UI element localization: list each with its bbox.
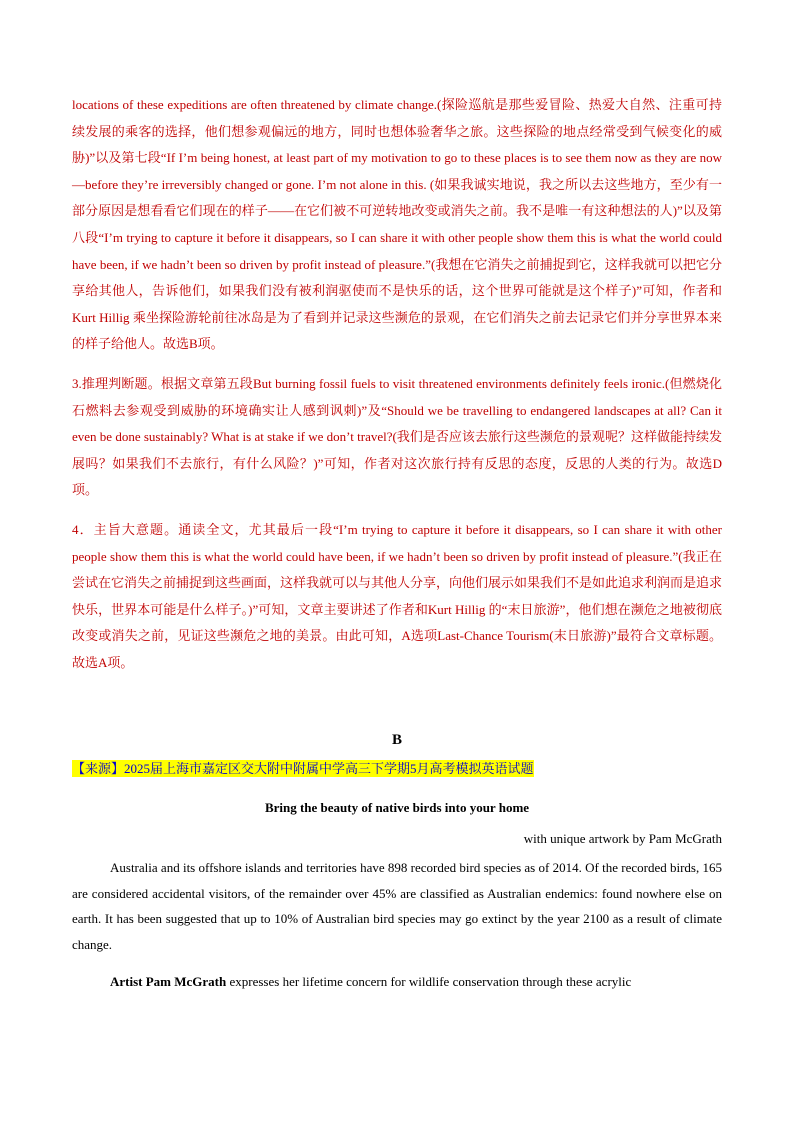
article-byline: with unique artwork by Pam McGrath: [523, 831, 722, 847]
answer-paragraph-2-continued: locations of these expeditions are often threatened by climate change.(探险巡航是那些爱冒险、热爱大自然、注重可持续发展的乘客的选择，他们想参观偏远的地方，同时也想体验奢华之旅。这些探险的地点经常受到气候变化的威胁)”以及第七段“If I’m being honest, at least part of my motivation to go to these places is to see them now as they are now —before they’re irreversibly changed or gone. I’m not alone in this. (如果我诚实地说，我之所以去这些地方，至少有一部分原因是想看看它们现在的样子——在它们被不可逆转地改变或消失之前。我不是唯一有这种想法的人)”以及第八段“I’m trying to capture it before it disappears, so I can share it with other people show them this is what the world could have been, if we hadn’t been so driven by profit instead of pleasure.”(我想在它消失之前捕捉到它，这样我就可以把它分享给其他人，告诉他们，如果我们没有被利润驱使而不是快乐的话，这个世界可能就是这个样子)”可知，作者和Kurt Hillig 乘坐探险游轮前往冰岛是为了看到并记录这些濒危的景观，在它们消失之前去记录它们并分享世界本来的样子给他人。故选B项。: [72, 97, 722, 352]
source-highlight: 【来源】2025届上海市嘉定区交大附中附属中学高三下学期5月高考模拟英语试题: [72, 761, 534, 777]
artist-name: Artist Pam McGrath: [110, 974, 227, 990]
section-letter: B: [391, 732, 402, 749]
answer-paragraph-3: 3.推理判断题。根据文章第五段But burning fossil fuels to visit threatened environments definitely feels ironic.(但燃烧化石燃料去参观受到威胁的环境确实让人感到讽刺)”及“Should we be travelling to endangered landscapes at all? Can it even be done sustainably? What is at stake if we don’t travel?(我们是否应该去旅行这些濒危的景观呢？这样做能持续发展吗？如果我们不去旅行，有什么风险？)”可知，作者对这次旅行持有反思的态度，反思的人类的行为。故选D项。: [72, 375, 722, 498]
body-paragraph-2: [72, 969, 722, 995]
body-paragraph-1: Australia and its offshore islands and territories have 898 recorded bird species as of 2014. Of the recorded birds, 165 are considered accidental visitors, of the remainder over 45% are classified as Australian endemics: found nowhere else on earth. It has been suggested that up to 10% of Australian bird species may go extinct by the year 2100 as a result of climate change.: [72, 860, 722, 952]
answer-paragraph-4: 4．主旨大意题。通读全文，尤其最后一段“I’m trying to capture it before it disappears, so I can share it with other people show them this is what the world could have been, if we hadn’t been so driven by profit instead of pleasure.”(我正在尝试在它消失之前捕捉到这些画面，这样我就可以与其他人分享，向他们展示如果我们不是如此追求利润而是追求快乐，世界本可能是什么样子。)”可知，文章主要讲述了作者和Kurt Hillig 的“末日旅游”，他们想在濒危之地被彻底改变或消失之前，见证这些濒危之地的美景。由此可知，A选项Last-Chance Tourism(末日旅游)”最符合文章标题。故选A项。: [72, 521, 723, 670]
article-title: Bring the beauty of native birds into your home: [264, 800, 530, 816]
source-line: [72, 759, 722, 779]
body-paragraph-2-text: expresses her lifetime concern for wildlife conservation through these acrylic: [226, 974, 632, 990]
document-page: [72, 92, 722, 995]
